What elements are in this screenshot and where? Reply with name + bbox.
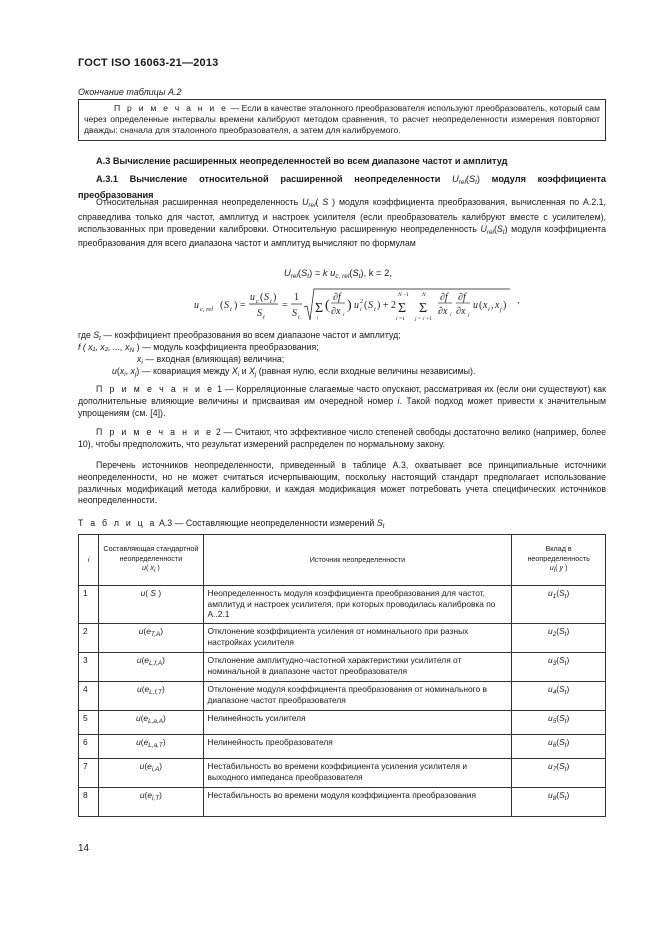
svg-text:): ) bbox=[503, 300, 507, 311]
row-source: Нелинейность преобразователя bbox=[203, 735, 512, 759]
svg-text:(: ( bbox=[479, 300, 483, 311]
definition-covariance: $u(x_i$, $x_j$) — ковариация между $X_i$ и $X_j$ (равная нулю, если входные величины независимы). bbox=[112, 366, 476, 378]
svg-text:): ) bbox=[347, 298, 352, 313]
svg-text:∂x: ∂x bbox=[331, 306, 341, 317]
row-contribution: $u_8(S_t)$ bbox=[512, 788, 606, 817]
row-source: Отклонение коэффициента усиления от номинального при разных настройках усилителя bbox=[203, 624, 512, 653]
svg-text:1: 1 bbox=[294, 292, 299, 303]
svg-text:j: j bbox=[415, 316, 417, 322]
row-source: Неопределенность модуля коэффициента преобразования для частот, амплитуд и настроек усилителя, при которых проводилась калибровка по А..2.1 bbox=[203, 586, 512, 624]
svg-text:t: t bbox=[298, 314, 300, 321]
row-index: 2 bbox=[79, 624, 99, 653]
definition-xi: $x_i$ — входная (влияющая) величина; bbox=[137, 354, 285, 366]
svg-text:S: S bbox=[292, 308, 297, 319]
svg-text:S: S bbox=[264, 292, 269, 303]
svg-text:t: t bbox=[374, 306, 376, 313]
section-a3-title: А.3 Вычисление расширенных неопределенностей во всем диапазоне частот и амплитуд bbox=[96, 156, 508, 166]
svg-text:i: i bbox=[396, 316, 398, 322]
svg-text:u: u bbox=[194, 300, 199, 311]
svg-text:u: u bbox=[354, 300, 359, 311]
paragraph-uncertainty-sources: Перечень источников неопределенности, приведенный в таблице А.3, охватывает все принципиальные источники неопределенности, но не может считаться исчерпывающим, поскольку настоящий стандарт предполагает использование различных модификаций метода калибровки, и каждая модификация может потребовать учета специфических источников неопределенности. bbox=[78, 460, 606, 506]
svg-text:j: j bbox=[500, 307, 502, 313]
svg-text:∂x: ∂x bbox=[438, 306, 448, 317]
svg-text:) + 2: ) + 2 bbox=[377, 300, 396, 311]
row-component: $u(e_{L,f,A})$ bbox=[99, 653, 203, 682]
table-row bbox=[79, 624, 606, 653]
svg-text:i: i bbox=[317, 315, 319, 321]
svg-text:u: u bbox=[250, 292, 255, 303]
header-i: i bbox=[79, 535, 99, 586]
row-index: 8 bbox=[79, 788, 99, 817]
page-number: 14 bbox=[78, 843, 90, 854]
table-row bbox=[79, 586, 606, 624]
row-index: 3 bbox=[79, 653, 99, 682]
svg-text:x: x bbox=[483, 300, 488, 311]
table-row bbox=[79, 653, 606, 682]
table-header-row bbox=[79, 535, 606, 586]
row-index: 5 bbox=[79, 711, 99, 735]
note-1: П р и м е ч а н и е 1 — Корреляционные слагаемые часто опускают, рассматривая их (если они существуют) как дополнительные влияющие величины и присваивая им очередной номер i. Такой подход может привести к значительным упрощениям (см. [4]). bbox=[78, 384, 606, 418]
note-label: П р и м е ч а н и е bbox=[114, 103, 229, 113]
row-index: 6 bbox=[79, 735, 99, 759]
svg-text:2: 2 bbox=[360, 299, 363, 305]
svg-text:t: t bbox=[230, 306, 232, 313]
svg-text:∂f: ∂f bbox=[333, 292, 341, 303]
svg-text:i: i bbox=[423, 316, 425, 322]
svg-text:(: ( bbox=[260, 292, 264, 303]
svg-text:c, rel: c, rel bbox=[200, 306, 214, 313]
header-component: Составляющая стандартной неопределенности u( xi ) bbox=[99, 535, 203, 586]
row-contribution: $u_3(S_t)$ bbox=[512, 653, 606, 682]
svg-text:(: ( bbox=[364, 300, 368, 311]
row-contribution: $u_1(S_t)$ bbox=[512, 586, 606, 624]
svg-text:i: i bbox=[450, 312, 452, 318]
definition-f: f ( x₁, x₂, ..., $x_N$ ) — модуль коэффициента преобразования; bbox=[78, 342, 319, 354]
svg-text:+1: +1 bbox=[426, 316, 432, 322]
table-row bbox=[79, 735, 606, 759]
svg-text:−1: −1 bbox=[403, 292, 409, 298]
svg-text:c: c bbox=[256, 298, 259, 305]
table-a3 bbox=[78, 534, 606, 817]
row-index: 7 bbox=[79, 759, 99, 788]
svg-text:i: i bbox=[488, 307, 490, 313]
paragraph-relative-uncertainty: Относительная расширенная неопределенность $U_{rel}$( S ) модуля коэффициента преобразования, вычисленная по А.2.1, справедлива только для частот, амплитуд и настроек усилителя (если преобразователь калибруют вместе с усилителем), использованных при проведении калибровки. Относительную расширенную неопределенность $U_{rel}(S_t)$ модуля коэффициента преобразования для всего диапазона частот и амплитуд вычисляют по формулам bbox=[78, 197, 606, 249]
svg-text:,: , bbox=[491, 300, 494, 311]
svg-text:N: N bbox=[398, 292, 402, 298]
svg-text:Σ: Σ bbox=[398, 301, 407, 316]
header-source: Источник неопределенности bbox=[203, 535, 512, 586]
row-contribution: $u_6(S_t)$ bbox=[512, 735, 606, 759]
row-contribution: $u_4(S_t)$ bbox=[512, 682, 606, 711]
row-contribution: $u_5(S_t)$ bbox=[512, 711, 606, 735]
svg-text:S: S bbox=[257, 308, 262, 319]
definition-st: где $S_t$ — коэффициент преобразования во всем диапазоне частот и амплитуд; bbox=[78, 330, 401, 342]
formula-expanded-uncertainty: $U_{rel}(S_t) = k$ $u_{c, rel}(S_t)$, k = 2, bbox=[284, 267, 392, 280]
row-source: Нелинейность усилителя bbox=[203, 711, 512, 735]
svg-text:u: u bbox=[473, 300, 478, 311]
svg-text:i: i bbox=[343, 312, 345, 318]
row-source: Нестабильность во времени коэффициента усиления усилителя и выходного импеданса преобразователя bbox=[203, 759, 512, 788]
svg-text:=1: =1 bbox=[399, 316, 405, 322]
svg-text:i: i bbox=[360, 307, 362, 313]
svg-text:(: ( bbox=[325, 298, 330, 313]
row-component: u( S ) bbox=[99, 586, 203, 624]
svg-text:N: N bbox=[422, 292, 426, 298]
svg-text:S: S bbox=[368, 300, 373, 311]
svg-text:∂f: ∂f bbox=[440, 292, 448, 303]
row-component: $u(e_{i,T})$ bbox=[99, 788, 203, 817]
svg-text:∂x: ∂x bbox=[456, 306, 466, 317]
svg-text:∂f: ∂f bbox=[458, 292, 466, 303]
svg-text:j: j bbox=[468, 312, 470, 318]
svg-text:=: = bbox=[418, 316, 422, 322]
svg-text:(: ( bbox=[220, 300, 224, 311]
row-component: $u(e_{L,f,T})$ bbox=[99, 682, 203, 711]
row-index: 4 bbox=[79, 682, 99, 711]
header-contribution: Вклад в неопределенность ui( y ) bbox=[512, 535, 606, 586]
table-row bbox=[79, 711, 606, 735]
note-box-a2 bbox=[78, 99, 606, 141]
svg-text:Σ: Σ bbox=[419, 301, 428, 316]
row-component: $u(e_{L,a,A})$ bbox=[99, 711, 203, 735]
formula-end-comma: , bbox=[517, 294, 520, 305]
subsection-a31-title: А.3.1 Вычисление относительной расширенной неопределенности $U_{rel}(S_t)$ модуля коэффициента преобразования bbox=[78, 174, 606, 200]
row-source: Отклонение модуля коэффициента преобразования от номинального в диапазоне частот преобразователя bbox=[203, 682, 512, 711]
table-row bbox=[79, 682, 606, 711]
svg-text:=: = bbox=[282, 300, 288, 311]
row-source: Нестабильность во времени модуля коэффициента преобразования bbox=[203, 788, 512, 817]
svg-text:x: x bbox=[495, 300, 500, 311]
row-component: $u(e_{T,A})$ bbox=[99, 624, 203, 653]
svg-text:) =: ) = bbox=[234, 300, 246, 311]
row-contribution: $u_7(S_t)$ bbox=[512, 759, 606, 788]
table-continuation-label: Окончание таблицы А.2 bbox=[78, 87, 182, 97]
note-text: — Если в качестве эталонного преобразователя используют преобразователь, который сам через определенные интервалы времени калибруют методом сравнения, то расчет неопределенности измерения повторяют дважды: сначала для эталонного преобразователя, а затем для калибруемого. bbox=[84, 103, 600, 135]
svg-text:t: t bbox=[263, 314, 265, 321]
svg-text:): ) bbox=[273, 292, 277, 303]
note-2: П р и м е ч а н и е 2 — Считают, что эффективное число степеней свободы достаточно велико (например, более 10), чтобы предположить, что результат измерений распределен по нормальному закону. bbox=[78, 427, 606, 449]
row-source: Отклонение амплитудно-частотной характеристики усилителя от номинальной в диапазоне частот преобразователя bbox=[203, 653, 512, 682]
standard-header: ГОСТ ISO 16063-21—2013 bbox=[78, 57, 219, 69]
row-index: 1 bbox=[79, 586, 99, 624]
svg-text:Σ: Σ bbox=[315, 301, 324, 316]
table-row bbox=[79, 759, 606, 788]
svg-text:S: S bbox=[224, 300, 229, 311]
row-component: $u(e_{L,a,T})$ bbox=[99, 735, 203, 759]
table-row bbox=[79, 788, 606, 817]
row-contribution: $u_2(S_t)$ bbox=[512, 624, 606, 653]
formula-combined-uncertainty bbox=[194, 287, 514, 323]
table-a3-caption: Т а б л и ц а А.3 — Составляющие неопределенности измерений $S_t$ bbox=[78, 518, 385, 530]
svg-text:t: t bbox=[270, 298, 272, 305]
row-component: $u(e_{i,A})$ bbox=[99, 759, 203, 788]
